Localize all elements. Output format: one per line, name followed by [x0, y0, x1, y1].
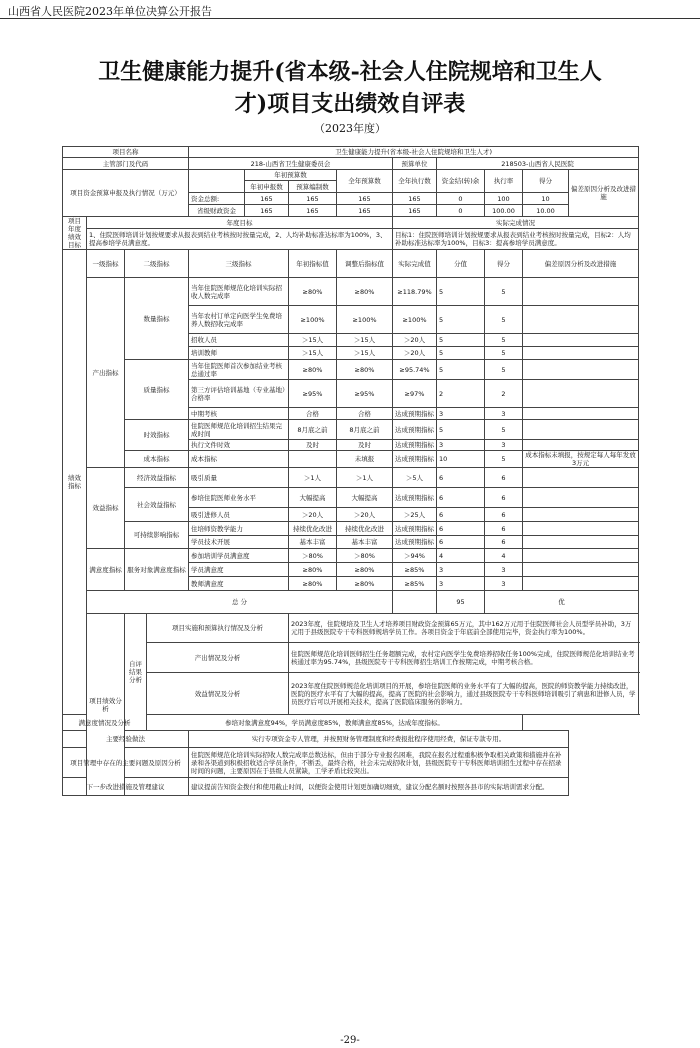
ind-weight: 3 [437, 408, 485, 420]
funds-col-annual-budget: 全年预算数 [337, 170, 393, 193]
funds-col-executed: 全年执行数 [393, 170, 437, 193]
funds-cell: 165 [289, 205, 337, 217]
ind-name: 参培住院医师业务水平 [189, 488, 289, 508]
ind-deviation [523, 420, 639, 440]
dept-value: 218-山西省卫生健康委员会 [189, 158, 393, 170]
goals-actual-text: 目标1：住院医师培训计划按规要求从报表到结业考核按时按量完成，目标2：人均补助标准达标率为100%，目标3：提高参培学员满意度。 [393, 229, 639, 250]
ind-actual: 达成预期指标 [393, 536, 437, 549]
ind-actual: ≥97% [393, 380, 437, 408]
analysis-section-label: 项目绩效分析 [87, 614, 125, 796]
ind-deviation [523, 522, 639, 536]
service-indicator-label: 服务对象满意度指标 [125, 549, 189, 591]
ind-initial: 合格 [289, 408, 337, 420]
funds-label: 项目资金预算申报及执行情况（万元） [63, 170, 189, 217]
ind-name: 当年农村订单定向医学生免费培养人数招收完成率 [189, 306, 289, 334]
ind-weight: 5 [437, 360, 485, 380]
ind-name: 学员满意度 [189, 563, 289, 577]
goals-label: 项目年度绩效目标 [63, 217, 87, 250]
ind-weight: 6 [437, 468, 485, 488]
analysis-row-text: 参培对象满意度94%，学员满意度85%，教师满意度85%，达成年度指标。 [147, 715, 523, 731]
social-indicator-label: 社会效益指标 [125, 488, 189, 522]
ind-score: 5 [485, 420, 523, 440]
output-indicator-label: 产出指标 [87, 278, 125, 468]
ind-deviation [523, 306, 639, 334]
ind-initial: 大幅提高 [289, 488, 337, 508]
ind-deviation [523, 577, 639, 591]
quantity-indicator-label: 数量指标 [125, 278, 189, 360]
ind-adjusted: 未填报 [337, 451, 393, 468]
ind-score: 4 [485, 549, 523, 563]
ind-adjusted: ≥80% [337, 278, 393, 306]
ind-score: 3 [485, 563, 523, 577]
ind-deviation [523, 380, 639, 408]
funds-col-deviation: 偏差原因分析及改进措施 [569, 170, 639, 217]
problems-text: 住院医师规范化培训实际招收人数完成率总数达标，但由于部分专业报名困难，我院在报名过程重积极争取相关政策和措施并在补录和各渠道到积极招收适合学员条件，不断丢，最终合格，社会未完成招收计划，县级医院专干专科医师培训招生过程中存在招录时间的问题，主要原因在于县级人员紧缺，工学矛盾比较突出。 [189, 748, 569, 778]
ind-initial: 8月底之前 [289, 420, 337, 440]
funds-row-name: 资金总额: [189, 193, 245, 205]
ind-deviation [523, 278, 639, 306]
ind-adjusted: ＞15人 [337, 334, 393, 347]
funds-col-compiled: 预算编制数 [289, 181, 337, 193]
ind-header: 三级指标 [189, 250, 289, 278]
ind-name: 培训教师 [189, 347, 289, 360]
funds-cell: 165 [245, 205, 289, 217]
funds-cell: 10 [523, 193, 569, 205]
ind-initial: 及时 [289, 440, 337, 451]
evaluation-table [62, 146, 639, 796]
header-rule [0, 18, 700, 19]
ind-weight: 5 [437, 347, 485, 360]
ind-initial: ≥100% [289, 306, 337, 334]
ind-initial: ≥80% [289, 563, 337, 577]
funds-cell: 0 [437, 193, 485, 205]
ind-adjusted: 及时 [337, 440, 393, 451]
ind-adjusted: ＞15人 [337, 347, 393, 360]
ind-deviation [523, 440, 639, 451]
ind-adjusted: ＞80% [337, 549, 393, 563]
funds-cell: 165 [337, 205, 393, 217]
funds-cell: 100.00 [485, 205, 523, 217]
ind-score: 3 [485, 408, 523, 420]
ind-weight: 4 [437, 549, 485, 563]
ind-header: 得分 [485, 250, 523, 278]
ind-initial [289, 451, 337, 468]
ind-name: 吸引质量 [189, 468, 289, 488]
ind-weight: 5 [437, 278, 485, 306]
ind-name: 教师满意度 [189, 577, 289, 591]
analysis-row-text: 2023年度，住院规培及卫生人才培养项目财政资金预算65万元，其中162万元用于住院医师社会人员型学员补助，3万元用于县级医院专干专科医师规培学员工作。各项目资金于年底前全部使用完毕，资金执行率为100%。 [289, 614, 639, 643]
ind-deviation [523, 468, 639, 488]
total-label: 总 分 [87, 591, 393, 614]
funds-cell: 165 [289, 193, 337, 205]
ind-weight: 5 [437, 306, 485, 334]
self-eval-label: 自评结果分析 [125, 614, 147, 731]
total-score: 95 [437, 591, 485, 614]
ind-actual: 达成预期指标 [393, 440, 437, 451]
ind-score: 6 [485, 488, 523, 508]
ind-deviation [523, 334, 639, 347]
ind-actual: ≥100% [393, 306, 437, 334]
funds-cell: 165 [337, 193, 393, 205]
next-steps-text: 建议提前告知资金拨付和使用截止时间，以便资金使用计划更加确切细致，建议分配名额时按照各县市的实际培训需求分配。 [189, 778, 569, 796]
report-year: （2023年度） [314, 122, 386, 135]
ind-name: 第三方评估培训基地（专业基地）合格率 [189, 380, 289, 408]
ind-adjusted: ≥80% [337, 577, 393, 591]
funds-col-rate: 执行率 [485, 170, 523, 193]
ind-adjusted: ＞20人 [337, 508, 393, 522]
goals-actual-label: 实际完成情况 [393, 217, 639, 229]
ind-weight: 3 [437, 577, 485, 591]
ind-name: 住院医师规范化培训招生结果完成时间 [189, 420, 289, 440]
ind-name: 招收人员 [189, 334, 289, 347]
ind-actual: ＞25人 [393, 508, 437, 522]
ind-score: 5 [485, 360, 523, 380]
ind-name: 成本指标 [189, 451, 289, 468]
ind-weight: 6 [437, 536, 485, 549]
ind-deviation [523, 360, 639, 380]
ind-initial: ≥80% [289, 278, 337, 306]
funds-cell: 165 [245, 193, 289, 205]
ind-score: 6 [485, 536, 523, 549]
ind-initial: ＞80% [289, 549, 337, 563]
ind-score: 6 [485, 522, 523, 536]
ind-header: 年初指标值 [289, 250, 337, 278]
ind-actual: ＞20人 [393, 347, 437, 360]
analysis-row-label: 效益情况及分析 [147, 673, 289, 715]
analysis-row-text: 住院医师规范化培训医师招生任务超额完成，农村定向医学生免费培养招收任务100%完成，住院医师规范化培训结业考核通过率为95.74%，县级医院专干专科医师招生培训工作按期完成，中期考核合格。 [289, 643, 639, 673]
ind-name: 吸引进修人员 [189, 508, 289, 522]
ind-actual: 达成预期指标 [393, 451, 437, 468]
funds-cell: 165 [393, 205, 437, 217]
ind-initial: ＞15人 [289, 347, 337, 360]
ind-deviation [523, 508, 639, 522]
ind-adjusted: ≥80% [337, 563, 393, 577]
effect-indicator-label: 效益指标 [87, 468, 125, 549]
measures-text: 实行专项资金专人管理，并按照财务管理制度和经费报批程序使用经费，保证专款专用。 [189, 731, 569, 748]
funds-col-balance: 资金结(转)余 [437, 170, 485, 193]
ind-weight: 6 [437, 508, 485, 522]
funds-blank [189, 170, 245, 193]
ind-name: 当年住院医师首次参加结业考核总通过率 [189, 360, 289, 380]
ind-score: 3 [485, 440, 523, 451]
ind-deviation [523, 563, 639, 577]
unit-label: 预算单位 [393, 158, 437, 170]
funds-budget-group: 年初预算数 [245, 170, 337, 181]
ind-name: 住培师资教学能力 [189, 522, 289, 536]
ind-adjusted: ≥80% [337, 360, 393, 380]
ind-deviation [523, 536, 639, 549]
analysis-row-label: 产出情况及分析 [147, 643, 289, 673]
ind-actual: ≥95.74% [393, 360, 437, 380]
ind-weight: 6 [437, 488, 485, 508]
ind-weight: 3 [437, 440, 485, 451]
satisfaction-indicator-label: 满意度指标 [87, 549, 125, 591]
ind-adjusted: 持续优化改进 [337, 522, 393, 536]
goals-annual-text: 1、住院医师培训计划按规要求从报表到结业考核按时按量完成，2、人均补助标准达标率为100%，3、提高参培学员满意度。 [87, 229, 393, 250]
ind-adjusted: ≥100% [337, 306, 393, 334]
ind-weight: 5 [437, 334, 485, 347]
ind-initial: ≥95% [289, 380, 337, 408]
ind-deviation: 成本指标未填报，按规定每人每年发放3万元 [523, 451, 639, 468]
ind-header: 一级指标 [87, 250, 125, 278]
goals-annual-label: 年度目标 [87, 217, 393, 229]
ind-deviation [523, 488, 639, 508]
ind-score: 3 [485, 577, 523, 591]
problems-label: 项目管理中存在的主要问题及原因分析 [63, 748, 189, 778]
ind-initial: ≥80% [289, 577, 337, 591]
funds-row-name: 省级财政资金 [189, 205, 245, 217]
ind-score: 5 [485, 334, 523, 347]
page-title-line2: 才)项目支出绩效自评表 [234, 91, 466, 117]
ind-deviation [523, 347, 639, 360]
ind-deviation [523, 549, 639, 563]
total-grade: 优 [485, 591, 639, 614]
analysis-row-text: 2023年度住院医师规范化培训项目的开展，参培住院医师的业务水平有了大幅的提高，医院的师资教学能力持续改进，医院的医疗水平有了大幅的提高，提高了医院的社会影响力，通过县级医院专干专科医师培训吸引了病患和进修人员，学员医疗后可以开展相关技术，提高了医院临床服务的影响力。 [289, 673, 639, 715]
quality-indicator-label: 质量指标 [125, 360, 189, 420]
ind-deviation [523, 408, 639, 420]
analysis-row-label: 项目实施和预算执行情况及分析 [147, 614, 289, 643]
project-name-label: 项目名称 [63, 147, 189, 158]
ind-name: 当年住院医师规范化培训实际招收人数完成率 [189, 278, 289, 306]
ind-initial: 持续优化改进 [289, 522, 337, 536]
ind-actual: ≥118.79% [393, 278, 437, 306]
ind-name: 执行文件时效 [189, 440, 289, 451]
ind-actual: ＞94% [393, 549, 437, 563]
project-name-value: 卫生健康能力提升(省本级-社会人住院规培和卫生人才) [189, 147, 639, 158]
ind-header: 实际完成值 [393, 250, 437, 278]
funds-col-score: 得分 [523, 170, 569, 193]
ind-adjusted: 8月底之前 [337, 420, 393, 440]
ind-initial: ＞20人 [289, 508, 337, 522]
cost-indicator-label: 成本指标 [125, 451, 189, 468]
ind-name: 中期考核 [189, 408, 289, 420]
ind-initial: 基本丰富 [289, 536, 337, 549]
ind-actual: 达成预期指标 [393, 488, 437, 508]
ind-weight: 6 [437, 522, 485, 536]
ind-actual: 达成预期指标 [393, 408, 437, 420]
unit-value: 218503-山西省人民医院 [437, 158, 639, 170]
ind-adjusted: ＞1人 [337, 468, 393, 488]
ind-adjusted: 大幅提高 [337, 488, 393, 508]
next-steps-label: 下一步改进措施及管理建议 [63, 778, 189, 796]
ind-score: 5 [485, 451, 523, 468]
ind-name: 参加培训学员满意度 [189, 549, 289, 563]
measures-label: 主要经验做法 [63, 731, 189, 748]
sustain-indicator-label: 可持续影响指标 [125, 522, 189, 549]
running-header: 山西省人民医院2023年单位决算公开报告 [8, 5, 212, 18]
funds-cell: 165 [393, 193, 437, 205]
ind-weight: 3 [437, 563, 485, 577]
ind-header: 调整后指标值 [337, 250, 393, 278]
page-number: -29- [340, 1035, 360, 1046]
ind-actual: ≥85% [393, 577, 437, 591]
ind-score: 5 [485, 278, 523, 306]
time-indicator-label: 时效指标 [125, 420, 189, 451]
ind-score: 5 [485, 347, 523, 360]
total-blank [393, 591, 437, 614]
ind-initial: ≥80% [289, 360, 337, 380]
ind-adjusted: 基本丰富 [337, 536, 393, 549]
ind-score: 6 [485, 508, 523, 522]
ind-initial: ＞1人 [289, 468, 337, 488]
ind-score: 6 [485, 468, 523, 488]
funds-cell: 10.00 [523, 205, 569, 217]
ind-weight: 10 [437, 451, 485, 468]
ind-actual: ≥85% [393, 563, 437, 577]
ind-header: 分值 [437, 250, 485, 278]
funds-col-initial: 年初申报数 [245, 181, 289, 193]
ind-header: 二级指标 [125, 250, 189, 278]
ind-actual: 达成预期指标 [393, 522, 437, 536]
econ-indicator-label: 经济效益指标 [125, 468, 189, 488]
page-title-line1: 卫生健康能力提升(省本级-社会人住院规培和卫生人 [98, 59, 602, 85]
ind-adjusted: 合格 [337, 408, 393, 420]
ind-actual: ＞5人 [393, 468, 437, 488]
funds-cell: 100 [485, 193, 523, 205]
ind-weight: 5 [437, 420, 485, 440]
ind-score: 5 [485, 306, 523, 334]
analysis-row-label: 满意度情况及分析 [63, 715, 147, 731]
funds-cell: 0 [437, 205, 485, 217]
indicators-section-label: 绩效指标 [63, 250, 87, 715]
evaluation-table-wrapper [62, 146, 638, 796]
ind-score: 2 [485, 380, 523, 408]
ind-actual: ＞20人 [393, 334, 437, 347]
ind-adjusted: ≥95% [337, 380, 393, 408]
ind-actual: 达成预期指标 [393, 420, 437, 440]
ind-name: 学员技术开展 [189, 536, 289, 549]
ind-initial: ＞15人 [289, 334, 337, 347]
dept-label: 主管部门及代码 [63, 158, 189, 170]
ind-header: 偏差原因分析及改进措施 [523, 250, 639, 278]
ind-weight: 2 [437, 380, 485, 408]
